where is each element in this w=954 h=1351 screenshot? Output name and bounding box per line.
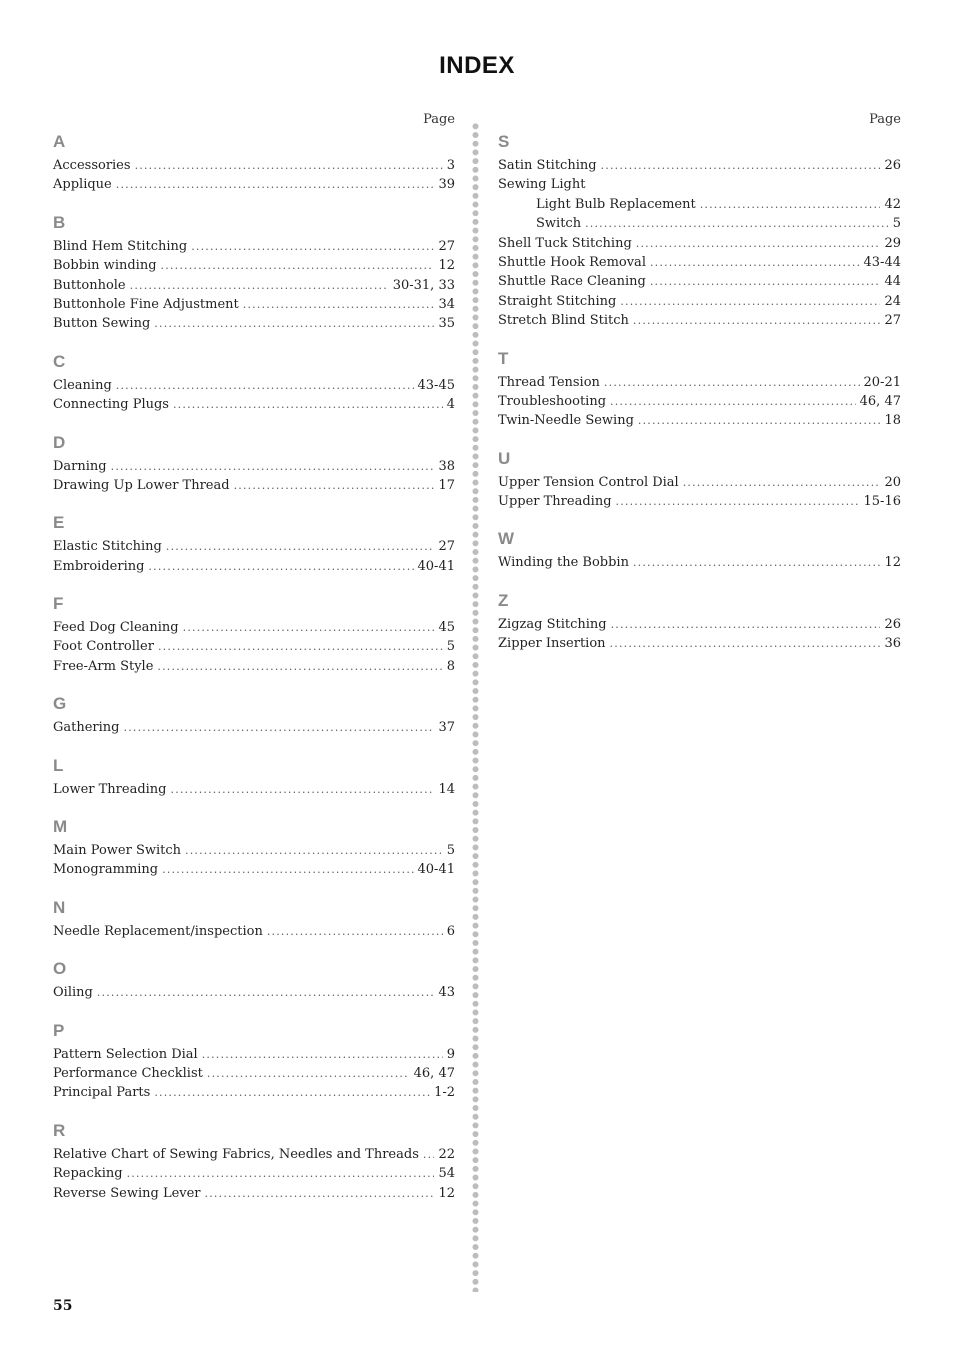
page-column-header: Page	[423, 112, 455, 127]
dot-leader	[650, 253, 860, 272]
entry-label: Repacking	[53, 1166, 123, 1182]
dot-leader	[267, 922, 443, 941]
index-column-right	[498, 112, 901, 668]
index-entry	[498, 615, 901, 634]
index-entry	[53, 1083, 455, 1102]
index-entry	[498, 253, 901, 272]
page-title: INDEX	[439, 52, 515, 79]
dotted-divider	[472, 122, 479, 1292]
index-section-s	[498, 128, 901, 331]
index-section-p	[53, 1017, 455, 1103]
section-letter: C	[53, 351, 66, 371]
entry-page: 37	[438, 720, 455, 736]
entry-label: Winding the Bobbin	[498, 555, 629, 571]
entry-page: 12	[884, 555, 901, 571]
section-letter: G	[53, 694, 67, 714]
dot-leader	[620, 292, 880, 311]
entry-page: 42	[884, 196, 901, 212]
entry-label: Button Sewing	[53, 316, 151, 332]
dot-leader	[127, 1164, 435, 1183]
dot-leader	[234, 476, 435, 495]
entry-page: 34	[438, 296, 455, 312]
section-letter: D	[53, 432, 66, 452]
section-letter: F	[53, 594, 64, 614]
section-letter: Z	[498, 590, 509, 610]
entry-page: 40-41	[417, 862, 455, 878]
index-entry	[498, 392, 901, 411]
index-section-w	[498, 525, 901, 572]
dot-leader	[611, 615, 881, 634]
index-entry	[498, 473, 901, 492]
dot-leader	[116, 376, 414, 395]
entry-label: Drawing Up Lower Thread	[53, 477, 230, 493]
index-entry	[53, 314, 455, 333]
dot-leader	[185, 841, 443, 860]
index-entry	[53, 841, 455, 860]
entry-page: 27	[884, 313, 901, 329]
index-entry	[498, 175, 901, 194]
dot-leader	[191, 237, 434, 256]
dot-leader	[633, 553, 881, 572]
entry-label: Oiling	[53, 985, 93, 1001]
index-entry	[53, 1064, 455, 1083]
index-section-z	[498, 587, 901, 654]
index-entry	[53, 780, 455, 799]
index-entry	[53, 175, 455, 194]
index-entry	[53, 476, 455, 495]
index-entry	[53, 1045, 455, 1064]
index-entry	[53, 537, 455, 556]
index-entry	[498, 411, 901, 430]
index-entry	[498, 214, 901, 233]
entry-label: Satin Stitching	[498, 158, 597, 173]
entry-label: Pattern Selection Dial	[53, 1046, 198, 1062]
dot-leader	[111, 457, 435, 476]
entry-page: 6	[446, 923, 455, 939]
entry-label: Light Bulb Replacement	[536, 196, 696, 212]
entry-label: Blind Hem Stitching	[53, 238, 188, 254]
index-entry	[53, 718, 455, 737]
entry-page: 39	[438, 177, 455, 193]
index-entry	[498, 634, 901, 653]
entry-page: 46, 47	[413, 1065, 455, 1081]
entry-page: 12	[438, 258, 455, 274]
entry-label: Buttonhole	[53, 277, 126, 293]
index-section-r	[53, 1117, 455, 1203]
entry-label: Accessories	[53, 158, 131, 173]
section-letter: M	[53, 817, 68, 837]
dot-leader	[205, 1184, 435, 1203]
index-sections-left	[53, 128, 455, 1203]
entry-page: 4	[446, 397, 455, 413]
section-letter: P	[53, 1020, 65, 1040]
entry-page: 24	[884, 293, 901, 309]
section-letter: U	[498, 448, 511, 468]
entry-label: Applique	[53, 177, 112, 193]
entry-label: Buttonhole Fine Adjustment	[53, 296, 239, 312]
dot-leader	[157, 657, 442, 676]
entry-label: Needle Replacement/inspection	[53, 923, 263, 939]
index-section-n	[53, 894, 455, 941]
index-section-g	[53, 690, 455, 737]
entry-page: 18	[884, 413, 901, 429]
entry-page: 15-16	[863, 494, 901, 510]
index-entry	[498, 272, 901, 291]
entry-label: Zipper Insertion	[498, 636, 606, 652]
section-letter: S	[498, 132, 510, 151]
dot-leader	[207, 1064, 410, 1083]
dot-leader	[124, 718, 435, 737]
entry-page: 29	[884, 235, 901, 251]
index-entry	[53, 922, 455, 941]
dot-leader	[650, 272, 881, 291]
index-section-u	[498, 445, 901, 512]
index-entry	[53, 860, 455, 879]
dot-leader	[183, 618, 435, 637]
entry-label: Lower Threading	[53, 781, 167, 797]
entry-label: Shuttle Hook Removal	[498, 254, 646, 270]
entry-page: 8	[446, 658, 455, 674]
entry-page: 38	[438, 458, 455, 474]
dot-leader	[700, 195, 881, 214]
dot-leader	[158, 637, 443, 656]
index-section-c	[53, 348, 455, 415]
index-entry	[53, 1184, 455, 1203]
index-entry	[53, 618, 455, 637]
entry-page: 44	[884, 274, 901, 290]
dot-leader	[166, 537, 435, 556]
entry-page: 45	[438, 620, 455, 636]
section-letter: N	[53, 897, 66, 917]
page-number: 55	[53, 1298, 73, 1314]
index-entry	[53, 395, 455, 414]
entry-page: 5	[892, 216, 901, 232]
entry-label: Bobbin winding	[53, 258, 157, 274]
entry-label: Upper Threading	[498, 494, 612, 510]
dot-leader	[585, 214, 889, 233]
index-entry	[498, 195, 901, 214]
section-letter: O	[53, 959, 67, 979]
entry-page: 14	[438, 781, 455, 797]
entry-label: Cleaning	[53, 377, 112, 393]
entry-label: Zigzag Stitching	[498, 616, 607, 632]
index-entry	[498, 492, 901, 511]
entry-page: 5	[446, 843, 455, 859]
section-letter: A	[53, 132, 66, 151]
index-entry	[53, 156, 455, 175]
index-entry	[53, 657, 455, 676]
entry-label: Feed Dog Cleaning	[53, 620, 179, 636]
entry-page: 43-45	[417, 377, 455, 393]
dot-leader	[148, 557, 413, 576]
entry-page: 54	[438, 1166, 455, 1182]
entry-label: Stretch Blind Stitch	[498, 313, 629, 329]
dot-leader	[171, 780, 435, 799]
entry-label: Foot Controller	[53, 639, 154, 655]
index-entry	[53, 557, 455, 576]
entry-page: 30-31, 33	[392, 277, 455, 293]
index-entry	[498, 234, 901, 253]
index-section-d	[53, 429, 455, 496]
section-letter: W	[498, 529, 515, 549]
dot-leader	[638, 411, 881, 430]
entry-page: 27	[438, 539, 455, 555]
entry-label: Monogramming	[53, 862, 159, 878]
index-column-left	[53, 112, 455, 1217]
entry-label: Embroidering	[53, 558, 145, 574]
dot-leader	[610, 634, 881, 653]
entry-label: Shuttle Race Cleaning	[498, 274, 646, 290]
dot-leader	[601, 156, 881, 175]
entry-page: 20	[884, 474, 901, 490]
index-entry	[53, 983, 455, 1002]
dot-leader	[135, 156, 443, 175]
entry-label: Elastic Stitching	[53, 539, 162, 555]
entry-label: Twin-Needle Sewing	[498, 413, 634, 429]
entry-label: Thread Tension	[498, 374, 600, 390]
dot-leader	[154, 1083, 430, 1102]
dot-leader	[130, 276, 389, 295]
index-section-o	[53, 955, 455, 1002]
dot-leader	[116, 175, 435, 194]
entry-page: 26	[884, 616, 901, 632]
dot-leader	[633, 311, 881, 330]
entry-page: 43-44	[863, 254, 901, 270]
index-entry	[498, 292, 901, 311]
page-column-header: Page	[869, 112, 901, 127]
index-section-t	[498, 345, 901, 431]
entry-label: Upper Tension Control Dial	[498, 474, 679, 490]
entry-page: 27	[438, 238, 455, 254]
index-entry	[53, 637, 455, 656]
dot-leader	[243, 295, 435, 314]
entry-page: 36	[884, 636, 901, 652]
index-entry	[53, 237, 455, 256]
section-letter: T	[498, 348, 509, 368]
section-letter: B	[53, 212, 66, 232]
entry-page: 43	[438, 985, 455, 1001]
entry-page: 35	[438, 316, 455, 332]
entry-page: 17	[438, 477, 455, 493]
dot-leader	[683, 473, 881, 492]
index-section-e	[53, 509, 455, 576]
dot-leader	[604, 373, 860, 392]
section-letter: E	[53, 513, 65, 533]
index-section-m	[53, 813, 455, 880]
section-letter: L	[53, 755, 64, 775]
entry-label: Switch	[536, 216, 582, 232]
dot-leader	[423, 1145, 435, 1164]
entry-page: 46, 47	[859, 393, 901, 409]
index-entry	[53, 1164, 455, 1183]
index-entry	[53, 1145, 455, 1164]
index-section-f	[53, 590, 455, 676]
dot-leader	[161, 256, 435, 275]
index-entry	[498, 156, 901, 175]
entry-label: Relative Chart of Sewing Fabrics, Needles and Threads	[53, 1146, 419, 1162]
entry-label: Sewing Light	[498, 177, 586, 193]
dot-leader	[154, 314, 434, 333]
entry-label: Straight Stitching	[498, 293, 617, 309]
entry-label: Reverse Sewing Lever	[53, 1185, 201, 1201]
entry-label: Performance Checklist	[53, 1065, 203, 1081]
entry-page: 40-41	[417, 558, 455, 574]
dot-leader	[97, 983, 435, 1002]
dot-leader	[610, 392, 856, 411]
dot-leader	[616, 492, 860, 511]
dot-leader	[173, 395, 443, 414]
dot-leader	[636, 234, 881, 253]
entry-page: 1-2	[434, 1085, 455, 1101]
index-entry	[498, 373, 901, 392]
index-entry	[53, 376, 455, 395]
entry-label: Connecting Plugs	[53, 397, 169, 413]
entry-page: 9	[446, 1046, 455, 1062]
dot-leader	[162, 860, 413, 879]
entry-label: Free-Arm Style	[53, 658, 154, 674]
entry-page: 20-21	[863, 374, 901, 390]
index-entry	[498, 311, 901, 330]
entry-page: 26	[884, 158, 901, 173]
section-letter: R	[53, 1120, 66, 1140]
entry-page: 5	[446, 639, 455, 655]
entry-page: 3	[446, 158, 455, 173]
entry-label: Troubleshooting	[498, 393, 607, 409]
entry-label: Principal Parts	[53, 1085, 151, 1101]
index-sections-right	[498, 128, 901, 654]
index-entry	[53, 295, 455, 314]
entry-page: 22	[438, 1146, 455, 1162]
index-entry	[498, 553, 901, 572]
entry-label: Shell Tuck Stitching	[498, 235, 632, 251]
entry-page: 12	[438, 1185, 455, 1201]
index-section-a	[53, 128, 455, 195]
index-entry	[53, 457, 455, 476]
dot-leader	[202, 1045, 443, 1064]
entry-label: Main Power Switch	[53, 843, 182, 859]
index-entry	[53, 276, 455, 295]
index-entry	[53, 256, 455, 275]
index-section-b	[53, 209, 455, 334]
entry-label: Darning	[53, 458, 107, 474]
entry-label: Gathering	[53, 720, 120, 736]
index-section-l	[53, 752, 455, 799]
